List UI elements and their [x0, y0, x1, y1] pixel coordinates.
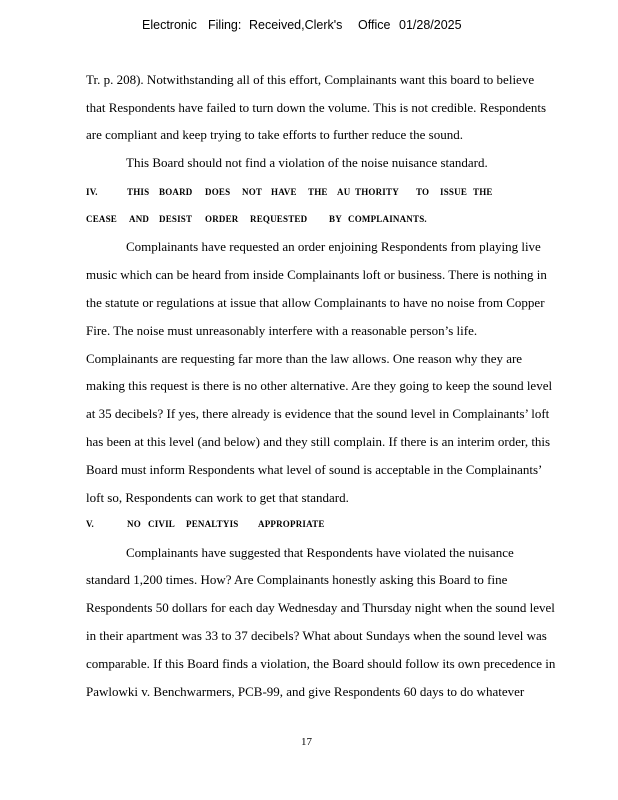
- heading-word: NO: [127, 519, 141, 529]
- header-office: Office: [358, 18, 391, 32]
- body-line: has been at this level (and below) and they still complain. If there is an interim order, this: [86, 434, 551, 449]
- body-line: Pawlowki v. Benchwarmers, PCB-99, and give Respondents 60 days to do whatever: [86, 684, 525, 699]
- body-line: This Board should not find a violation of the noise nuisance standard.: [126, 155, 488, 170]
- heading-word: CEASE: [86, 214, 118, 224]
- heading-word: DOES: [205, 187, 231, 197]
- heading-roman-numeral: V.: [86, 519, 94, 529]
- body-line: making this request is there is no other alternative. Are they going to keep the sound level: [86, 378, 553, 393]
- heading-word: COMPLAINANTS.: [348, 214, 427, 224]
- heading-word: ISSUE: [440, 187, 468, 197]
- heading-word: TO: [416, 187, 430, 197]
- heading-word: ORDER: [205, 214, 239, 224]
- body-line: that Respondents have failed to turn down the volume. This is not credible. Respondents: [86, 100, 547, 115]
- heading-word: THE: [308, 187, 328, 197]
- body-line: are compliant and keep trying to take efforts to further reduce the sound.: [86, 127, 463, 142]
- header-filing: Filing:: [208, 18, 242, 32]
- body-line: Respondents 50 dollars for each day Wednesday and Thursday night when the sound level: [86, 600, 555, 615]
- body-line: Complainants have requested an order enjoining Respondents from playing live: [126, 239, 541, 254]
- body-line: Board must inform Respondents what level of sound is acceptable in the Complainants’: [86, 462, 543, 477]
- body-line: Fire. The noise must unreasonably interfere with a reasonable person’s life.: [86, 323, 478, 338]
- body-line: music which can be heard from inside Complainants loft or business. There is nothing in: [86, 267, 547, 282]
- body-line: standard 1,200 times. How? Are Complainants honestly asking this Board to fine: [86, 572, 508, 587]
- heading-word: AU: [337, 187, 351, 197]
- heading-word: PENALTYIS: [186, 519, 239, 529]
- body-line: Complainants are requesting far more than the law allows. One reason why they are: [86, 351, 523, 366]
- heading-word: REQUESTED: [250, 214, 308, 224]
- heading-word: AND: [129, 214, 150, 224]
- header-electronic: Electronic: [142, 18, 197, 32]
- heading-word: DESIST: [159, 214, 193, 224]
- body-line: Complainants have suggested that Respondents have violated the nuisance: [126, 545, 514, 560]
- body-line: Tr. p. 208). Notwithstanding all of this effort, Complainants want this board to believe: [86, 72, 535, 87]
- heading-word: CIVIL: [148, 519, 176, 529]
- heading-word: THORITY: [355, 187, 399, 197]
- header-received-clerk: Received,Clerk's: [249, 18, 343, 32]
- heading-roman-numeral: IV.: [86, 187, 98, 197]
- heading-word: HAVE: [271, 187, 297, 197]
- body-line: loft so, Respondents can work to get that standard.: [86, 490, 349, 505]
- body-line: the statute or regulations at issue that allow Complainants to have no noise from Copper: [86, 295, 545, 310]
- header-date: 01/28/2025: [399, 18, 462, 32]
- heading-word: THE: [473, 187, 493, 197]
- heading-word: BY: [329, 214, 342, 224]
- filing-header: [0, 18, 618, 38]
- heading-word: THIS: [127, 187, 150, 197]
- heading-word: NOT: [242, 187, 263, 197]
- body-line: comparable. If this Board finds a violation, the Board should follow its own precedence in: [86, 656, 556, 671]
- body-line: in their apartment was 33 to 37 decibels? What about Sundays when the sound level was: [86, 628, 547, 643]
- heading-word: APPROPRIATE: [258, 519, 325, 529]
- body-line: at 35 decibels? If yes, there already is evidence that the sound level in Complainants’ loft: [86, 406, 550, 421]
- heading-word: BOARD: [159, 187, 193, 197]
- page-number: 17: [301, 736, 312, 748]
